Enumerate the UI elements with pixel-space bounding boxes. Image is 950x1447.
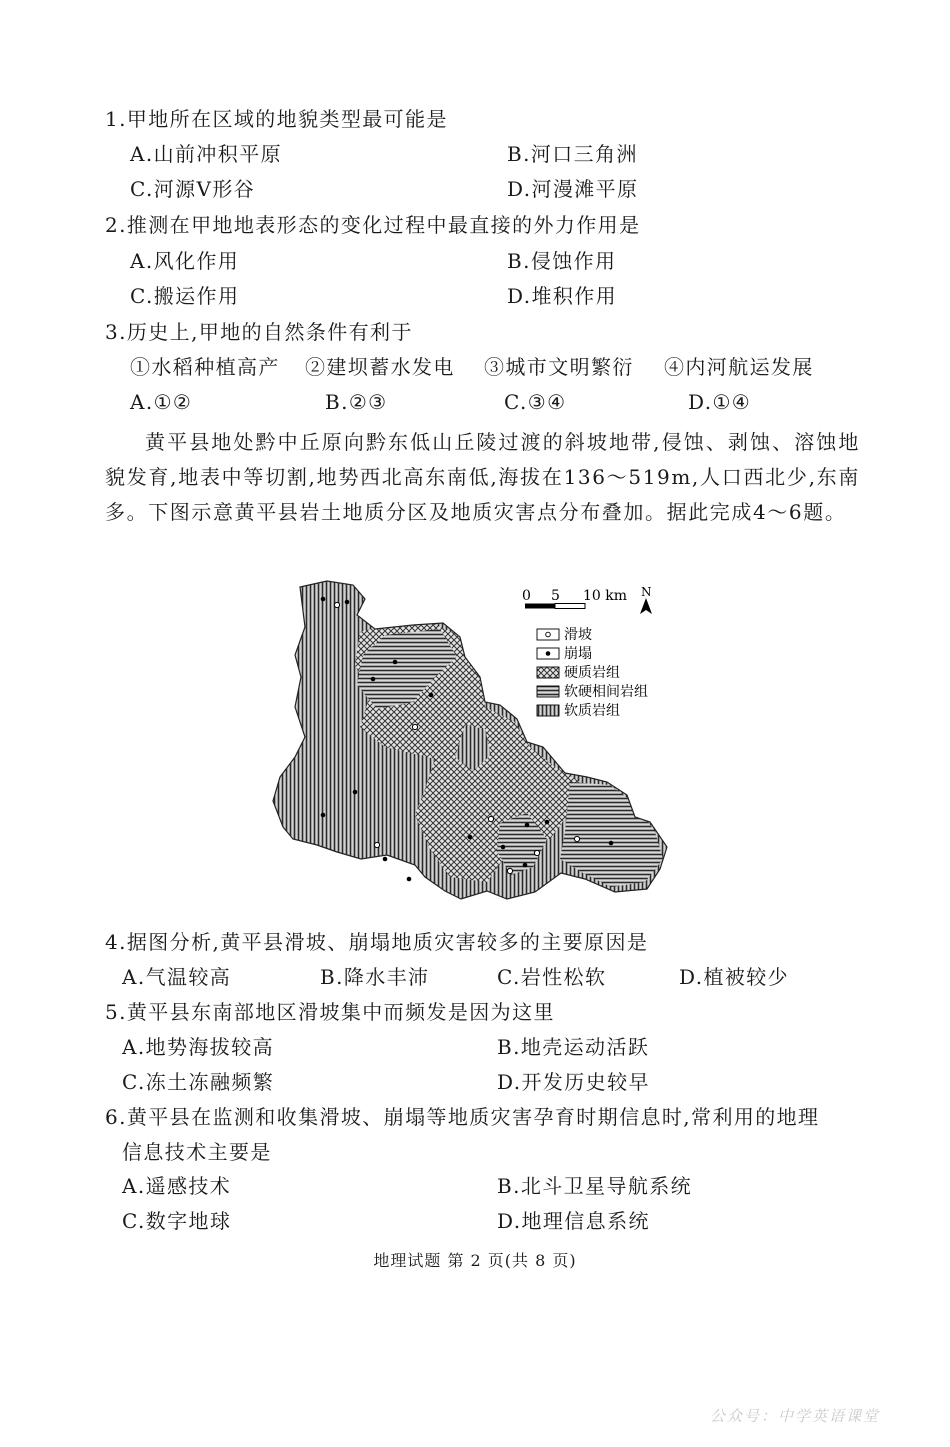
page-footer: 地理试题 第 2 页(共 8 页) xyxy=(373,1251,577,1270)
q6-option-a: A.遥感技术 xyxy=(122,1174,232,1198)
legend-label-hard: 硬质岩组 xyxy=(564,665,620,681)
scale-mid: 5 xyxy=(551,588,560,604)
q4-option-b: B.降水丰沛 xyxy=(320,965,430,989)
q1-option-d: D.河漫滩平原 xyxy=(507,177,639,201)
q2-option-b: B.侵蚀作用 xyxy=(507,249,617,273)
q6-stem-line2: 信息技术主要是 xyxy=(122,1140,272,1164)
q6-stem-line1: 6.黄平县在监测和收集滑坡、崩塌等地质灾害孕育时期信息时,常利用的地理 xyxy=(105,1105,820,1129)
q4-option-c: C.岩性松软 xyxy=(497,965,607,989)
legend-label-collapse: 崩塌 xyxy=(564,646,592,662)
q5-option-c: C.冻土冻融频繁 xyxy=(122,1070,275,1094)
landslide-point xyxy=(534,850,539,855)
q2-option-a: A.风化作用 xyxy=(130,249,240,273)
q2-option-c: C.搬运作用 xyxy=(130,284,240,308)
legend-label-mixed: 软硬相间岩组 xyxy=(564,684,648,700)
collapse-point xyxy=(371,677,376,682)
landslide-point xyxy=(488,816,493,821)
collapse-icon xyxy=(546,651,551,656)
landslide-point xyxy=(412,724,417,729)
collapse-point xyxy=(429,693,434,698)
north-arrow xyxy=(640,585,652,614)
q6-option-c: C.数字地球 xyxy=(122,1209,232,1233)
collapse-point xyxy=(525,823,530,828)
collapse-point xyxy=(321,813,326,818)
north-label: N xyxy=(641,585,652,599)
collapse-point xyxy=(345,600,350,605)
collapse-point xyxy=(407,877,412,882)
collapse-point xyxy=(321,597,326,602)
collapse-point xyxy=(545,820,550,825)
q3-option-a: A.①② xyxy=(130,390,193,414)
collapse-point xyxy=(353,790,358,795)
collapse-point xyxy=(383,857,388,862)
legend-swatch-soft xyxy=(537,705,559,716)
q3-option-c: C.③④ xyxy=(504,390,567,414)
landslide-point xyxy=(507,868,512,873)
collapse-point xyxy=(609,841,614,846)
scale-zero: 0 xyxy=(522,588,531,604)
q4-option-a: A.气温较高 xyxy=(122,965,232,989)
passage: 黄平县地处黔中丘原向黔东低山丘陵过渡的斜坡地带,侵蚀、剥蚀、溶蚀地貌发育,地表中等切割,地势西北高东南低,海拔在136～519m,人口西北少,东南多。下图示意黄平县岩土地质分区及地质灾害点分布叠加。据此完成4～6题。 xyxy=(105,430,860,524)
legend-label-landslide: 滑坡 xyxy=(564,627,592,643)
north-arrow-icon xyxy=(640,598,652,614)
q3-option-b: B.②③ xyxy=(325,390,388,414)
q5-option-a: A.地势海拔较高 xyxy=(122,1035,275,1059)
legend-swatch-mixed xyxy=(537,686,559,697)
q1-stem: 1.甲地所在区域的地貌类型最可能是 xyxy=(105,107,448,131)
collapse-point xyxy=(393,660,398,665)
county-area xyxy=(265,577,685,907)
q2-stem: 2.推测在甲地地表形态的变化过程中最直接的外力作用是 xyxy=(105,213,641,237)
q3-item-1: ①水稻种植高产 xyxy=(130,355,280,379)
scale-end: 10 km xyxy=(583,588,628,604)
q1-option-c: C.河源V形谷 xyxy=(130,177,256,201)
q6-option-d: D.地理信息系统 xyxy=(497,1209,650,1233)
q3-item-3: ③城市文明繁衍 xyxy=(484,355,634,379)
landslide-point xyxy=(374,842,379,847)
q5-stem: 5.黄平县东南部地区滑坡集中而频发是因为这里 xyxy=(105,1000,555,1024)
landslide-point xyxy=(334,602,339,607)
q3-item-2: ②建坝蓄水发电 xyxy=(305,355,455,379)
q3-item-4: ④内河航运发展 xyxy=(664,355,814,379)
q4-stem: 4.据图分析,黄平县滑坡、崩塌地质灾害较多的主要原因是 xyxy=(105,930,649,954)
watermark: 公众号：中学英语课堂 xyxy=(710,1407,881,1425)
q3-option-d: D.①④ xyxy=(688,390,752,414)
scale-bar xyxy=(522,588,627,609)
q4-option-d: D.植被较少 xyxy=(679,965,790,989)
legend-swatch-hard xyxy=(537,667,559,678)
q5-option-b: B.地壳运动活跃 xyxy=(497,1035,650,1059)
q6-option-b: B.北斗卫星导航系统 xyxy=(497,1174,693,1198)
legend-label-soft: 软质岩组 xyxy=(564,703,620,719)
q3-stem: 3.历史上,甲地的自然条件有利于 xyxy=(105,320,413,344)
geology-map xyxy=(265,577,685,907)
q2-option-d: D.堆积作用 xyxy=(507,284,618,308)
landslide-icon xyxy=(546,632,551,637)
collapse-point xyxy=(523,863,528,868)
q5-option-d: D.开发历史较早 xyxy=(497,1070,650,1094)
q1-option-b: B.河口三角洲 xyxy=(507,142,638,166)
collapse-point xyxy=(501,845,506,850)
landslide-point xyxy=(574,836,579,841)
map-legend xyxy=(537,627,648,719)
q1-option-a: A.山前冲积平原 xyxy=(130,142,283,166)
collapse-point xyxy=(468,835,473,840)
